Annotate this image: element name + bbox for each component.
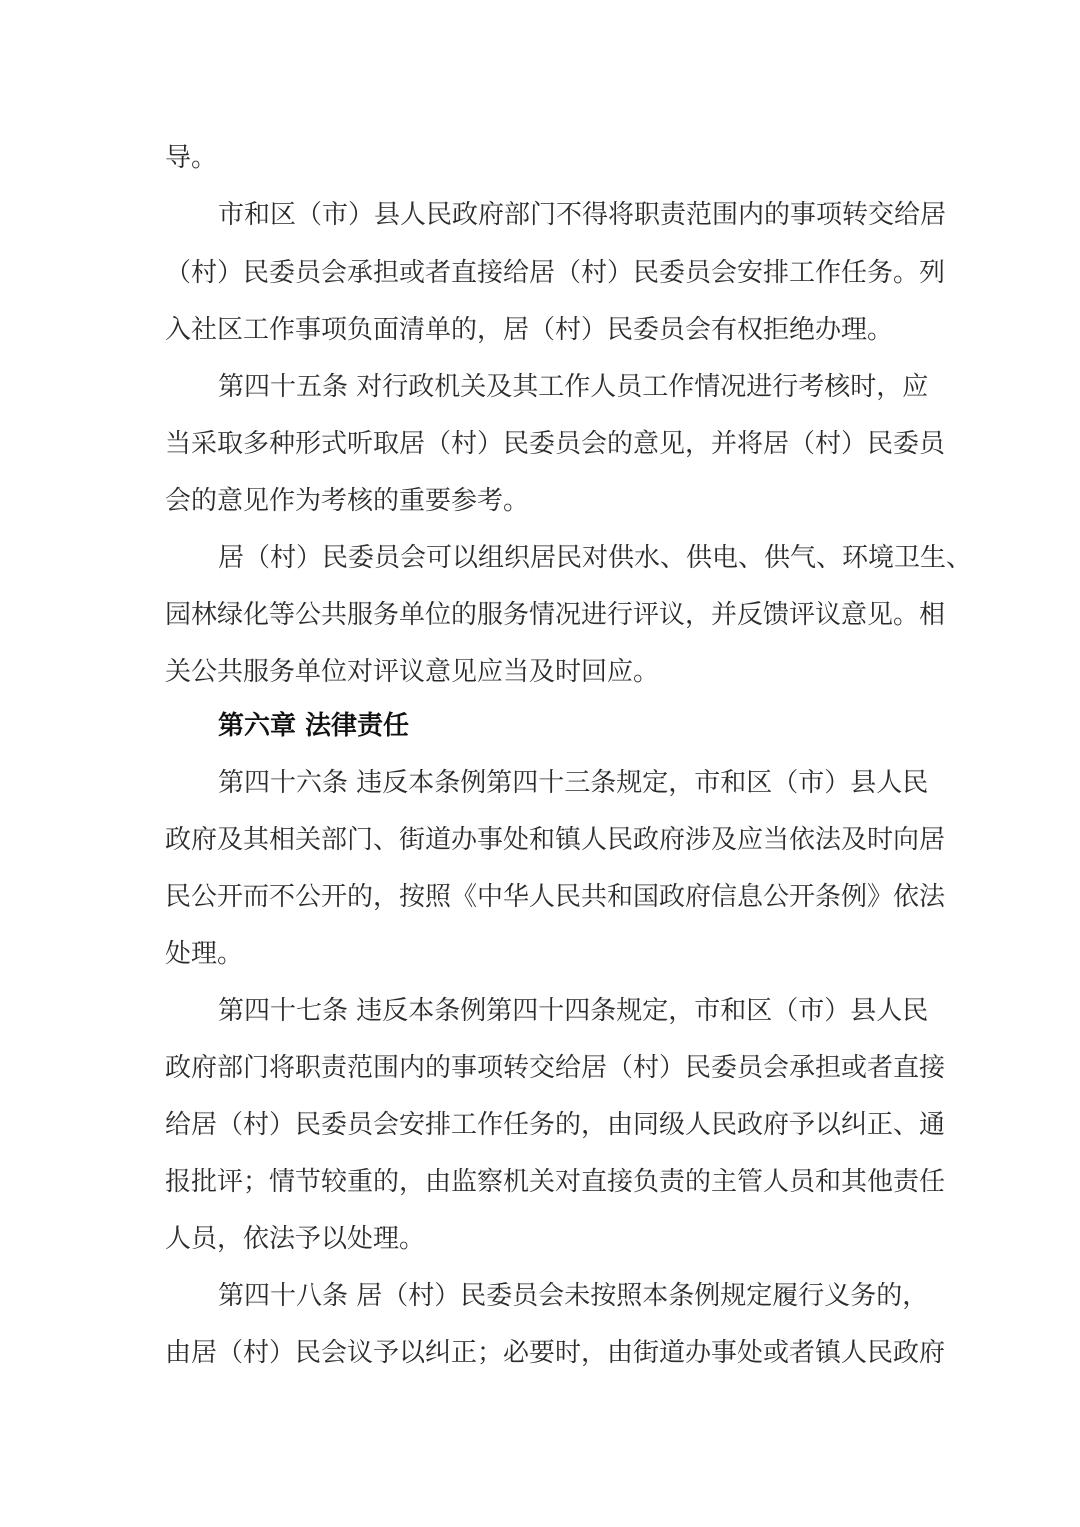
text-line: 导。 [165, 143, 218, 173]
article-46-line: 第四十六条 违反本条例第四十三条规定，市和区（市）县人民 [218, 768, 929, 798]
text-line: 民公开而不公开的，按照《中华人民共和国政府信息公开条例》依法 [165, 882, 946, 912]
article-47-line: 第四十七条 违反本条例第四十四条规定，市和区（市）县人民 [218, 996, 929, 1026]
text-line: 人员，依法予以处理。 [165, 1224, 426, 1254]
text-line: 给居（村）民委员会安排工作任务的，由同级人民政府予以纠正、通 [165, 1110, 946, 1140]
text-line: 处理。 [165, 939, 244, 969]
article-45-line: 第四十五条 对行政机关及其工作人员工作情况进行考核时，应 [218, 372, 929, 402]
chapter-heading: 第六章 法律责任 [218, 711, 410, 741]
text-line: （村）民委员会承担或者直接给居（村）民委员会安排工作任务。列 [165, 258, 946, 288]
text-line: 当采取多种形式听取居（村）民委员会的意见，并将居（村）民委员 [165, 429, 946, 459]
text-line: 关公共服务单位对评议意见应当及时回应。 [165, 657, 660, 687]
text-line: 园林绿化等公共服务单位的服务情况进行评议，并反馈评议意见。相 [165, 600, 946, 630]
text-line: 由居（村）民会议予以纠正；必要时，由街道办事处或者镇人民政府 [165, 1338, 946, 1368]
text-line: 市和区（市）县人民政府部门不得将职责范围内的事项转交给居 [218, 200, 947, 230]
text-line: 居（村）民委员会可以组织居民对供水、供电、供气、环境卫生、 [218, 543, 973, 573]
text-line: 政府及其相关部门、街道办事处和镇人民政府涉及应当依法及时向居 [165, 825, 946, 855]
text-line: 政府部门将职责范围内的事项转交给居（村）民委员会承担或者直接 [165, 1053, 946, 1083]
text-line: 报批评；情节较重的，由监察机关对直接负责的主管人员和其他责任 [165, 1167, 946, 1197]
text-line: 入社区工作事项负面清单的，居（村）民委员会有权拒绝办理。 [165, 315, 894, 345]
text-line: 会的意见作为考核的重要参考。 [165, 486, 530, 516]
article-48-line: 第四十八条 居（村）民委员会未按照本条例规定履行义务的， [218, 1281, 929, 1311]
